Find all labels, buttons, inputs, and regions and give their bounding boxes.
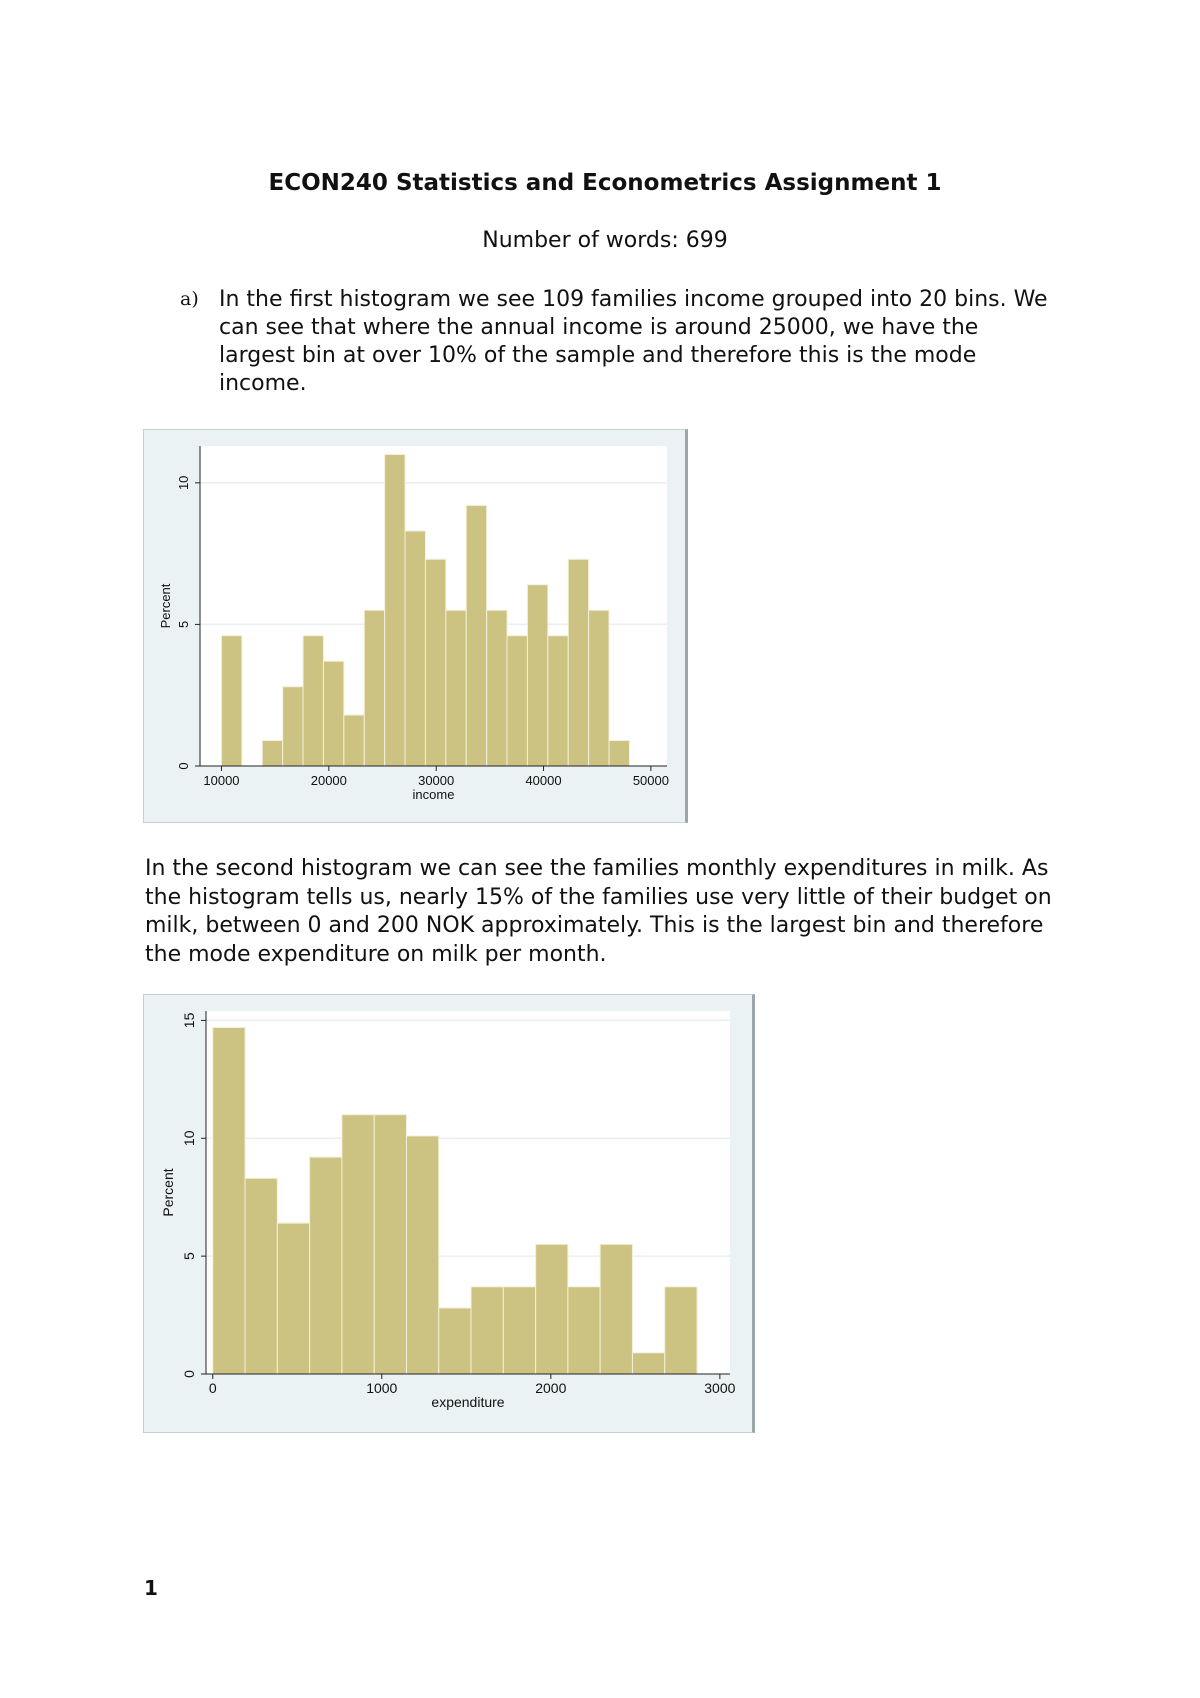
x-axis-title: income [412, 787, 455, 802]
y-tick-label: 10 [176, 475, 191, 491]
x-tick-label: 30000 [418, 773, 455, 788]
histogram-bar [665, 1287, 697, 1374]
income-histogram-figure [143, 429, 688, 823]
y-axis-title: Percent [158, 583, 173, 629]
histogram-bar [344, 715, 364, 766]
paragraph-2: In the second histogram we can see the families monthly expenditures in milk. As the histogram tells us, nearly 15% of the families use very little of their budget on milk, between 0 and 200 NOK approximately. This is the largest bin and therefore the mode expenditure on milk per month. [145, 856, 1052, 967]
histogram-bar [374, 1115, 406, 1374]
histogram-bar [213, 1028, 245, 1375]
histogram-bar [406, 1136, 438, 1374]
histogram-bar [507, 636, 527, 766]
document-title: ECON240 Statistics and Econometrics Assignment 1 [268, 170, 942, 196]
histogram-bar [425, 559, 445, 766]
histogram-bar [589, 610, 609, 766]
histogram-bar [277, 1223, 309, 1374]
page-number: 1 [144, 1576, 158, 1600]
expenditure-histogram [144, 995, 752, 1432]
histogram-bar [503, 1287, 535, 1374]
word-count: Number of words: 699 [482, 228, 728, 253]
list-item-a [180, 286, 1060, 398]
x-tick-label: 1000 [366, 1380, 398, 1396]
histogram-bar [471, 1287, 503, 1374]
histogram-bar [262, 741, 282, 766]
histogram-bar [385, 454, 405, 766]
histogram-bar [446, 610, 466, 766]
histogram-bar [527, 585, 547, 766]
y-tick-label: 5 [181, 1252, 197, 1261]
y-tick-label: 0 [176, 762, 191, 770]
histogram-bar [303, 636, 323, 766]
histogram-bar [568, 1287, 600, 1374]
x-tick-label: 40000 [525, 773, 562, 788]
histogram-bar [323, 661, 343, 766]
histogram-bar [342, 1115, 374, 1374]
y-tick-label: 15 [181, 1012, 197, 1029]
histogram-bar [221, 636, 241, 766]
y-tick-label: 10 [181, 1130, 197, 1147]
y-tick-label: 5 [176, 620, 191, 629]
income-histogram [144, 430, 685, 822]
x-tick-label: 10000 [203, 773, 240, 788]
histogram-bar [439, 1308, 471, 1374]
x-tick-label: 3000 [704, 1380, 736, 1396]
histogram-bar [245, 1178, 277, 1374]
x-tick-label: 50000 [632, 773, 669, 788]
histogram-bar [364, 610, 384, 766]
histogram-bar [283, 687, 303, 766]
x-tick-label: 2000 [535, 1380, 567, 1396]
histogram-bar [310, 1157, 342, 1374]
histogram-bar [568, 559, 588, 766]
histogram-bar [487, 610, 507, 766]
x-tick-label: 20000 [310, 773, 347, 788]
y-axis-title: Percent [160, 1168, 176, 1217]
y-tick-label: 0 [181, 1370, 197, 1378]
x-axis-title: expenditure [431, 1394, 505, 1410]
histogram-bar [548, 636, 568, 766]
x-tick-label: 0 [208, 1380, 217, 1396]
histogram-bar [600, 1244, 632, 1374]
list-marker: a) [180, 288, 199, 310]
histogram-bar [466, 505, 486, 766]
list-item-text: In the first histogram we see 109 families income grouped into 20 bins. We can see that where the annual income is around 25000, we have the largest bin at over 10% of the sample and therefore this is the mode income. [219, 287, 1048, 396]
expenditure-histogram-figure [143, 994, 755, 1433]
histogram-bar [609, 741, 629, 766]
histogram-bar [405, 531, 425, 766]
histogram-bar [632, 1353, 664, 1374]
histogram-bar [536, 1244, 568, 1374]
